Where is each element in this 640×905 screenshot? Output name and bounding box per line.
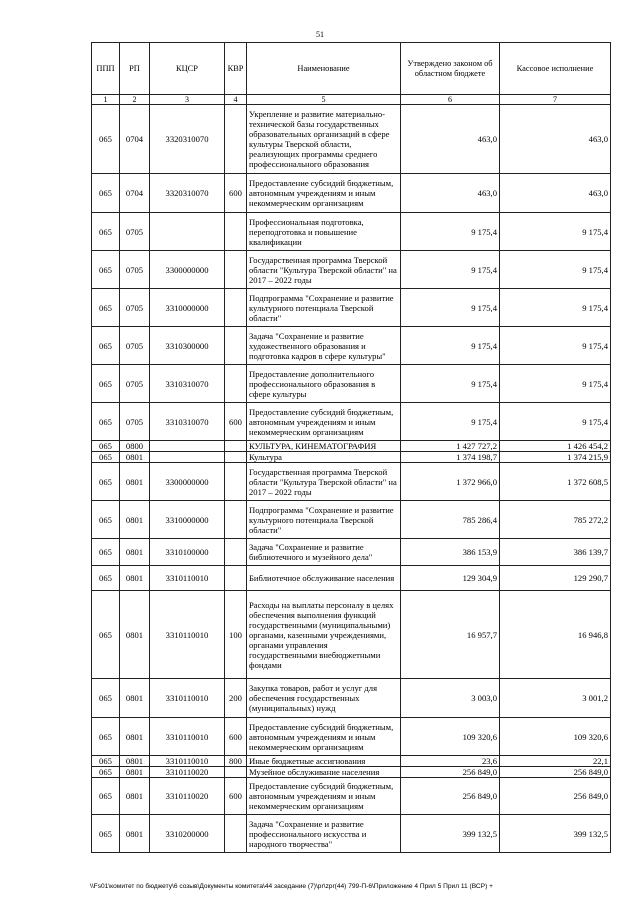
column-number: 5 — [247, 95, 401, 105]
cell-approved: 16 957,7 — [401, 591, 500, 679]
column-number: 7 — [500, 95, 611, 105]
cell-rp: 0801 — [120, 463, 150, 501]
cell-ppp: 065 — [92, 289, 120, 327]
cell-ppp: 065 — [92, 566, 120, 591]
cell-name: Предоставление субсидий бюджетным, автономным учреждениям и иным некоммерческим организациям — [247, 174, 401, 213]
table-header-row — [92, 43, 611, 95]
table-row — [92, 718, 611, 756]
cell-name: Задача "Сохранение и развитие профессионального искусства и народного творчества" — [247, 815, 401, 853]
cell-cash-execution: 785 272,2 — [500, 501, 611, 539]
table-row — [92, 566, 611, 591]
cell-ppp: 065 — [92, 174, 120, 213]
cell-kvr: 600 — [225, 718, 247, 756]
table-row — [92, 251, 611, 289]
table-row — [92, 539, 611, 566]
cell-kvr — [225, 327, 247, 365]
cell-rp: 0705 — [120, 289, 150, 327]
cell-name: Расходы на выплаты персоналу в целях обеспечения выполнения функций государственными (муниципальными) органами, казенными учреждениями, органами управления государственными внебюджетными фондами — [247, 591, 401, 679]
table-row — [92, 501, 611, 539]
cell-kvr — [225, 539, 247, 566]
cell-ppp: 065 — [92, 327, 120, 365]
cell-rp: 0801 — [120, 539, 150, 566]
table-row — [92, 441, 611, 452]
cell-ppp: 065 — [92, 756, 120, 767]
cell-ppp: 065 — [92, 778, 120, 815]
cell-kcsr: 3310310070 — [150, 403, 225, 441]
cell-kcsr: 3310110020 — [150, 767, 225, 778]
cell-ppp: 065 — [92, 767, 120, 778]
table-row — [92, 327, 611, 365]
cell-kvr: 800 — [225, 756, 247, 767]
cell-ppp: 065 — [92, 501, 120, 539]
cell-name: Иные бюджетные ассигнования — [247, 756, 401, 767]
cell-kcsr: 3310310070 — [150, 365, 225, 403]
cell-name: Предоставление дополнительного профессионального образования в сфере культуры — [247, 365, 401, 403]
cell-rp: 0705 — [120, 213, 150, 251]
cell-ppp: 065 — [92, 441, 120, 452]
cell-ppp: 065 — [92, 539, 120, 566]
cell-approved: 1 374 198,7 — [401, 452, 500, 463]
cell-ppp: 065 — [92, 213, 120, 251]
cell-cash-execution: 1 426 454,2 — [500, 441, 611, 452]
cell-approved: 9 175,4 — [401, 327, 500, 365]
table-row — [92, 289, 611, 327]
cell-rp: 0705 — [120, 327, 150, 365]
cell-rp: 0801 — [120, 566, 150, 591]
column-number: 6 — [401, 95, 500, 105]
cell-name: Государственная программа Тверской области "Культура Тверской области" на 2017 – 2022 годы — [247, 463, 401, 501]
cell-rp: 0801 — [120, 815, 150, 853]
cell-rp: 0704 — [120, 105, 150, 174]
cell-name: Задача "Сохранение и развитие библиотечного и музейного дела" — [247, 539, 401, 566]
cell-ppp: 065 — [92, 251, 120, 289]
cell-ppp: 065 — [92, 718, 120, 756]
cell-name: Культура — [247, 452, 401, 463]
cell-kvr — [225, 566, 247, 591]
cell-name: Музейное обслуживание населения — [247, 767, 401, 778]
table-row — [92, 815, 611, 853]
cell-kvr — [225, 452, 247, 463]
column-number: 1 — [92, 95, 120, 105]
cell-cash-execution: 9 175,4 — [500, 289, 611, 327]
cell-approved: 109 320,6 — [401, 718, 500, 756]
file-path-footer: \\Fs01\комитет по бюджету\6 созыв\Документы комитета\44 заседание (7)\pr\zpr(44) 799-П-6\Приложение 4 Прил 5 Прил 11 (ВСР) + — [90, 883, 493, 890]
cell-approved: 1 427 727,2 — [401, 441, 500, 452]
column-number: 2 — [120, 95, 150, 105]
cell-rp: 0801 — [120, 767, 150, 778]
cell-name: Задача "Сохранение и развитие художественного образования и подготовка кадров в сфере культуры" — [247, 327, 401, 365]
cell-ppp: 065 — [92, 403, 120, 441]
cell-cash-execution: 1 372 608,5 — [500, 463, 611, 501]
cell-approved: 9 175,4 — [401, 289, 500, 327]
header-ppp: ППП — [92, 43, 120, 95]
table-row — [92, 365, 611, 403]
cell-name: КУЛЬТУРА, КИНЕМАТОГРАФИЯ — [247, 441, 401, 452]
header-kvr: КВР — [225, 43, 247, 95]
cell-approved: 9 175,4 — [401, 213, 500, 251]
header-cash-execution: Кассовое исполнение — [500, 43, 611, 95]
page-number: 51 — [316, 30, 324, 39]
cell-approved: 463,0 — [401, 105, 500, 174]
cell-kcsr: 3310110010 — [150, 591, 225, 679]
cell-cash-execution: 399 132,5 — [500, 815, 611, 853]
cell-approved: 3 003,0 — [401, 679, 500, 718]
cell-approved: 23,6 — [401, 756, 500, 767]
cell-cash-execution: 386 139,7 — [500, 539, 611, 566]
cell-cash-execution: 1 374 215,9 — [500, 452, 611, 463]
cell-approved: 256 849,0 — [401, 767, 500, 778]
cell-cash-execution: 9 175,4 — [500, 365, 611, 403]
column-number-row — [92, 95, 611, 105]
cell-kcsr: 3310000000 — [150, 501, 225, 539]
cell-kvr — [225, 213, 247, 251]
table-row — [92, 403, 611, 441]
table-row — [92, 756, 611, 767]
cell-rp: 0801 — [120, 591, 150, 679]
cell-name: Предоставление субсидий бюджетным, автономным учреждениям и иным некоммерческим организациям — [247, 403, 401, 441]
header-approved: Утверждено законом об областном бюджете — [401, 43, 500, 95]
cell-name: Предоставление субсидий бюджетным, автономным учреждениям и иным некоммерческим организациям — [247, 718, 401, 756]
cell-name: Государственная программа Тверской области "Культура Тверской области" на 2017 – 2022 годы — [247, 251, 401, 289]
cell-approved: 256 849,0 — [401, 778, 500, 815]
cell-cash-execution: 256 849,0 — [500, 778, 611, 815]
cell-name: Подпрограмма "Сохранение и развитие культурного потенциала Тверской области" — [247, 289, 401, 327]
cell-rp: 0801 — [120, 501, 150, 539]
cell-name: Закупка товаров, работ и услуг для обеспечения государственных (муниципальных) нужд — [247, 679, 401, 718]
cell-approved: 129 304,9 — [401, 566, 500, 591]
cell-ppp: 065 — [92, 365, 120, 403]
cell-kcsr: 3320310070 — [150, 174, 225, 213]
cell-kcsr: 3300000000 — [150, 251, 225, 289]
cell-kvr — [225, 251, 247, 289]
cell-rp: 0801 — [120, 756, 150, 767]
cell-approved: 9 175,4 — [401, 365, 500, 403]
cell-ppp: 065 — [92, 591, 120, 679]
cell-approved: 1 372 966,0 — [401, 463, 500, 501]
cell-cash-execution: 109 320,6 — [500, 718, 611, 756]
cell-kcsr: 3310110020 — [150, 778, 225, 815]
cell-kcsr: 3310110010 — [150, 566, 225, 591]
cell-kcsr: 3310110010 — [150, 679, 225, 718]
cell-kvr: 600 — [225, 403, 247, 441]
cell-rp: 0801 — [120, 778, 150, 815]
table-row — [92, 105, 611, 174]
cell-rp: 0801 — [120, 452, 150, 463]
cell-cash-execution: 16 946,8 — [500, 591, 611, 679]
column-number: 3 — [150, 95, 225, 105]
table-row — [92, 679, 611, 718]
header-rp: РП — [120, 43, 150, 95]
cell-kvr — [225, 815, 247, 853]
cell-ppp: 065 — [92, 463, 120, 501]
cell-rp: 0705 — [120, 403, 150, 441]
cell-kcsr: 3310100000 — [150, 539, 225, 566]
cell-name: Предоставление субсидий бюджетным, автономным учреждениям и иным некоммерческим организациям — [247, 778, 401, 815]
table-row — [92, 778, 611, 815]
cell-rp: 0705 — [120, 251, 150, 289]
cell-kcsr — [150, 452, 225, 463]
cell-name: Библиотечное обслуживание населения — [247, 566, 401, 591]
cell-cash-execution: 22,1 — [500, 756, 611, 767]
cell-kvr — [225, 289, 247, 327]
cell-ppp: 065 — [92, 452, 120, 463]
header-name: Наименование — [247, 43, 401, 95]
cell-kcsr: 3310000000 — [150, 289, 225, 327]
cell-rp: 0704 — [120, 174, 150, 213]
cell-kvr — [225, 105, 247, 174]
cell-kvr: 100 — [225, 591, 247, 679]
table-row — [92, 767, 611, 778]
cell-rp: 0800 — [120, 441, 150, 452]
cell-name: Укрепление и развитие материально-технической базы государственных образовательных организаций в сфере культуры Тверской области, реализующих программы среднего профессионального образования — [247, 105, 401, 174]
cell-rp: 0801 — [120, 679, 150, 718]
cell-approved: 9 175,4 — [401, 251, 500, 289]
cell-ppp: 065 — [92, 679, 120, 718]
cell-kcsr: 3310200000 — [150, 815, 225, 853]
cell-approved: 386 153,9 — [401, 539, 500, 566]
cell-kvr — [225, 501, 247, 539]
cell-kcsr — [150, 213, 225, 251]
cell-cash-execution: 129 290,7 — [500, 566, 611, 591]
header-kcsr: КЦСР — [150, 43, 225, 95]
cell-approved: 785 286,4 — [401, 501, 500, 539]
cell-kvr: 600 — [225, 778, 247, 815]
cell-rp: 0705 — [120, 365, 150, 403]
table-row — [92, 174, 611, 213]
cell-kcsr: 3310110010 — [150, 756, 225, 767]
cell-cash-execution: 9 175,4 — [500, 403, 611, 441]
cell-ppp: 065 — [92, 105, 120, 174]
cell-kcsr: 3300000000 — [150, 463, 225, 501]
cell-rp: 0801 — [120, 718, 150, 756]
cell-kcsr: 3310300000 — [150, 327, 225, 365]
table-row — [92, 452, 611, 463]
cell-kvr: 600 — [225, 174, 247, 213]
cell-kvr — [225, 463, 247, 501]
cell-cash-execution: 9 175,4 — [500, 213, 611, 251]
cell-kcsr: 3320310070 — [150, 105, 225, 174]
cell-name: Профессиональная подготовка, переподготовка и повышение квалификации — [247, 213, 401, 251]
table-row — [92, 591, 611, 679]
table-row — [92, 463, 611, 501]
cell-cash-execution: 463,0 — [500, 105, 611, 174]
cell-kvr — [225, 441, 247, 452]
cell-cash-execution: 9 175,4 — [500, 251, 611, 289]
cell-cash-execution: 9 175,4 — [500, 327, 611, 365]
cell-cash-execution: 3 001,2 — [500, 679, 611, 718]
cell-cash-execution: 256 849,0 — [500, 767, 611, 778]
column-number: 4 — [225, 95, 247, 105]
cell-kcsr: 3310110010 — [150, 718, 225, 756]
budget-execution-table — [91, 42, 611, 853]
cell-kcsr — [150, 441, 225, 452]
cell-ppp: 065 — [92, 815, 120, 853]
cell-kvr: 200 — [225, 679, 247, 718]
cell-approved: 463,0 — [401, 174, 500, 213]
table-row — [92, 213, 611, 251]
cell-cash-execution: 463,0 — [500, 174, 611, 213]
cell-kvr — [225, 767, 247, 778]
cell-kvr — [225, 365, 247, 403]
cell-approved: 399 132,5 — [401, 815, 500, 853]
cell-approved: 9 175,4 — [401, 403, 500, 441]
cell-name: Подпрограмма "Сохранение и развитие культурного потенциала Тверской области" — [247, 501, 401, 539]
